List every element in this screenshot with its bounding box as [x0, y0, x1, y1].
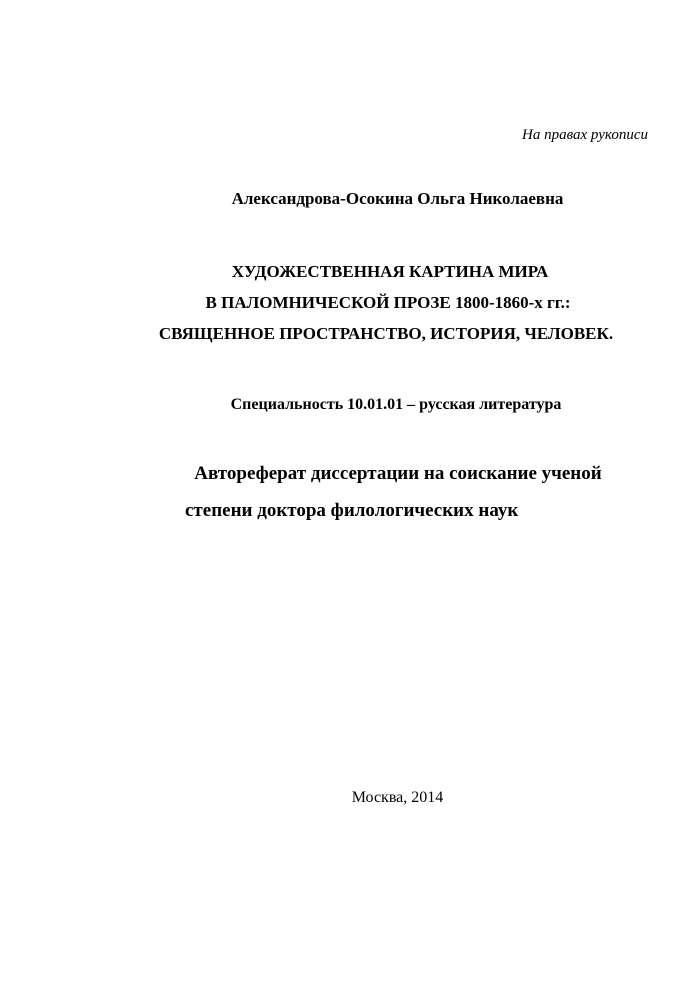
place-and-year: Москва, 2014: [351, 789, 444, 806]
title-line-3: СВЯЩЕННОЕ ПРОСТРАНСТВО, ИСТОРИЯ, ЧЕЛОВЕК.: [158, 324, 614, 343]
manuscript-rights-note: На правах рукописи: [522, 127, 648, 143]
specialty-line: Специальность 10.01.01 – русская литература: [230, 396, 562, 413]
title-line-2: В ПАЛОМНИЧЕСКОЙ ПРОЗЕ 1800-1860-х гг.:: [205, 293, 571, 312]
author-name: Александрова-Осокина Ольга Николаевна: [231, 189, 564, 208]
title-line-1: ХУДОЖЕСТВЕННАЯ КАРТИНА МИРА: [231, 262, 549, 281]
abstract-line-2: степени доктора филологических наук: [185, 500, 519, 521]
abstract-line-1: Автореферат диссертации на соискание ученой: [194, 463, 602, 484]
